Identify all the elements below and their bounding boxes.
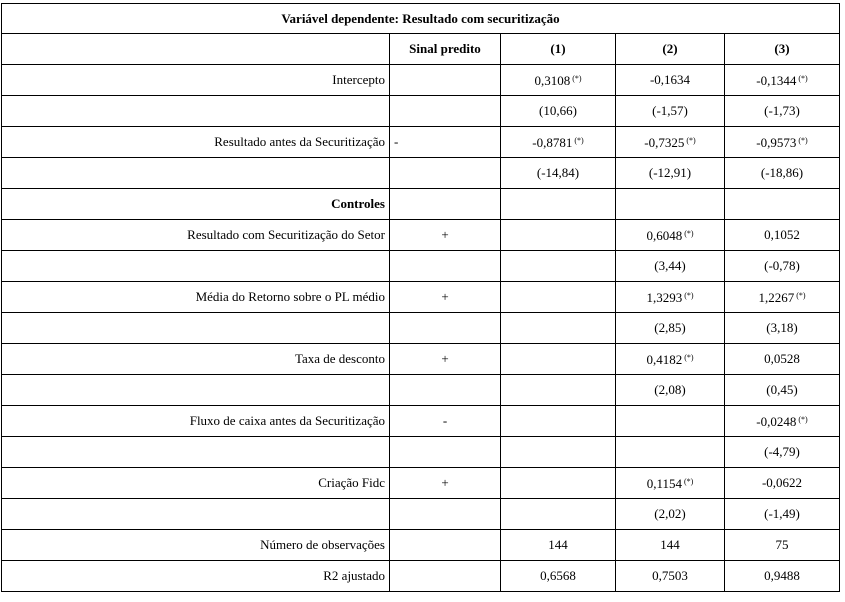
table-row xyxy=(2,127,840,158)
significance-marker: (*) xyxy=(796,291,806,300)
sign-cell: - xyxy=(390,127,501,158)
sign-cell: + xyxy=(390,220,501,251)
table-row xyxy=(2,158,840,189)
value-cell: 0,6568 xyxy=(501,561,616,592)
header-variable-cell xyxy=(2,34,390,65)
coef-cell xyxy=(725,220,840,251)
coef-cell xyxy=(616,282,725,313)
row-label: Intercepto xyxy=(2,65,390,96)
coef-value: 0,1154 xyxy=(646,476,682,491)
sign-cell xyxy=(390,313,501,344)
t-stat-cell xyxy=(501,313,616,344)
table-row xyxy=(2,220,840,251)
table-row xyxy=(2,96,840,127)
row-label xyxy=(2,251,390,282)
sign-cell: + xyxy=(390,468,501,499)
t-stat-cell: (2,85) xyxy=(616,313,725,344)
t-stat-cell: (-1,73) xyxy=(725,96,840,127)
sign-cell: - xyxy=(390,406,501,437)
coef-value: -0,8781 xyxy=(532,135,573,150)
t-stat-cell: (-4,79) xyxy=(725,437,840,468)
regression-table-container xyxy=(1,3,840,592)
table-title: Variável dependente: Resultado com securitização xyxy=(2,4,840,34)
coef-cell xyxy=(501,282,616,313)
section-row xyxy=(2,189,840,220)
value-cell: 144 xyxy=(501,530,616,561)
coef-cell xyxy=(616,468,725,499)
coef-cell xyxy=(725,65,840,96)
coef-value: 0,6048 xyxy=(646,228,683,243)
sign-cell xyxy=(390,561,501,592)
table-row xyxy=(2,499,840,530)
row-label: R2 ajustado xyxy=(2,561,390,592)
coef-cell xyxy=(501,127,616,158)
coef-cell xyxy=(501,220,616,251)
coef-cell xyxy=(725,344,840,375)
sign-cell xyxy=(390,251,501,282)
value-cell: 144 xyxy=(616,530,725,561)
table-row xyxy=(2,468,840,499)
t-stat-cell: (-0,78) xyxy=(725,251,840,282)
header-model-2: (2) xyxy=(616,34,725,65)
row-label: Resultado antes da Securitização xyxy=(2,127,390,158)
row-label xyxy=(2,158,390,189)
coef-cell xyxy=(725,468,840,499)
significance-marker: (*) xyxy=(798,415,808,424)
t-stat-cell: (-1,57) xyxy=(616,96,725,127)
table-row xyxy=(2,406,840,437)
coef-value: 1,2267 xyxy=(758,290,795,305)
header-model-3: (3) xyxy=(725,34,840,65)
significance-marker: (*) xyxy=(686,136,696,145)
table-row xyxy=(2,437,840,468)
t-stat-cell: (2,08) xyxy=(616,375,725,406)
coef-value: -0,0248 xyxy=(756,414,797,429)
table-row xyxy=(2,282,840,313)
significance-marker: (*) xyxy=(798,136,808,145)
coef-cell xyxy=(501,406,616,437)
value-cell: 0,9488 xyxy=(725,561,840,592)
table-row xyxy=(2,313,840,344)
sign-cell xyxy=(390,499,501,530)
t-stat-cell xyxy=(616,437,725,468)
t-stat-cell: (3,18) xyxy=(725,313,840,344)
row-label xyxy=(2,499,390,530)
t-stat-cell xyxy=(501,375,616,406)
coef-value: 0,1052 xyxy=(764,227,800,242)
t-stat-cell: (-12,91) xyxy=(616,158,725,189)
coef-value: -0,1344 xyxy=(756,73,797,88)
coef-value: -0,1634 xyxy=(649,72,691,87)
coef-cell xyxy=(616,406,725,437)
coef-cell xyxy=(725,127,840,158)
significance-marker: (*) xyxy=(572,74,582,83)
t-stat-cell xyxy=(501,437,616,468)
t-stat-cell: (2,02) xyxy=(616,499,725,530)
coef-value: -0,7325 xyxy=(644,135,685,150)
table-row xyxy=(2,251,840,282)
value-cell: 0,7503 xyxy=(616,561,725,592)
coef-cell xyxy=(725,406,840,437)
coef-cell xyxy=(616,344,725,375)
sign-cell xyxy=(390,65,501,96)
row-label xyxy=(2,96,390,127)
table-row xyxy=(2,530,840,561)
row-label: Média do Retorno sobre o PL médio xyxy=(2,282,390,313)
coef-value: 0,0528 xyxy=(764,351,800,366)
coef-value: 0,3108 xyxy=(534,73,571,88)
table-row xyxy=(2,561,840,592)
significance-marker: (*) xyxy=(684,229,694,238)
t-stat-cell: (-1,49) xyxy=(725,499,840,530)
coef-cell xyxy=(616,189,725,220)
t-stat-cell: (3,44) xyxy=(616,251,725,282)
regression-table xyxy=(1,3,840,592)
table-row xyxy=(2,375,840,406)
table-row xyxy=(2,65,840,96)
coef-value: -0,9573 xyxy=(756,135,797,150)
coef-cell xyxy=(616,220,725,251)
coef-cell xyxy=(616,127,725,158)
sign-cell xyxy=(390,189,501,220)
row-label xyxy=(2,313,390,344)
sign-cell: + xyxy=(390,344,501,375)
t-stat-cell xyxy=(501,251,616,282)
row-label: Criação Fidc xyxy=(2,468,390,499)
coef-cell xyxy=(725,189,840,220)
value-cell: 75 xyxy=(725,530,840,561)
row-label xyxy=(2,437,390,468)
significance-marker: (*) xyxy=(574,136,584,145)
sign-cell xyxy=(390,530,501,561)
coef-value: -0,0622 xyxy=(761,475,803,490)
row-label: Taxa de desconto xyxy=(2,344,390,375)
t-stat-cell: (0,45) xyxy=(725,375,840,406)
row-label: Número de observações xyxy=(2,530,390,561)
section-label-controles: Controles xyxy=(2,189,390,220)
coef-value: 0,4182 xyxy=(646,352,683,367)
sign-cell xyxy=(390,375,501,406)
significance-marker: (*) xyxy=(684,291,694,300)
t-stat-cell: (-14,84) xyxy=(501,158,616,189)
significance-marker: (*) xyxy=(683,477,694,486)
row-label xyxy=(2,375,390,406)
sign-cell xyxy=(390,96,501,127)
header-row xyxy=(2,34,840,65)
coef-cell xyxy=(501,468,616,499)
coef-cell xyxy=(501,65,616,96)
table-row xyxy=(2,344,840,375)
coef-cell xyxy=(501,189,616,220)
coef-cell xyxy=(501,344,616,375)
significance-marker: (*) xyxy=(798,74,808,83)
coef-cell xyxy=(725,282,840,313)
significance-marker: (*) xyxy=(684,353,694,362)
sign-cell: + xyxy=(390,282,501,313)
t-stat-cell: (-18,86) xyxy=(725,158,840,189)
row-label: Fluxo de caixa antes da Securitização xyxy=(2,406,390,437)
t-stat-cell xyxy=(501,499,616,530)
sign-cell xyxy=(390,437,501,468)
coef-cell xyxy=(616,65,725,96)
t-stat-cell: (10,66) xyxy=(501,96,616,127)
sign-cell xyxy=(390,158,501,189)
row-label: Resultado com Securitização do Setor xyxy=(2,220,390,251)
coef-value: 1,3293 xyxy=(646,290,683,305)
table-caption-row xyxy=(2,4,840,34)
header-sinal-predito: Sinal predito xyxy=(390,34,501,65)
header-model-1: (1) xyxy=(501,34,616,65)
